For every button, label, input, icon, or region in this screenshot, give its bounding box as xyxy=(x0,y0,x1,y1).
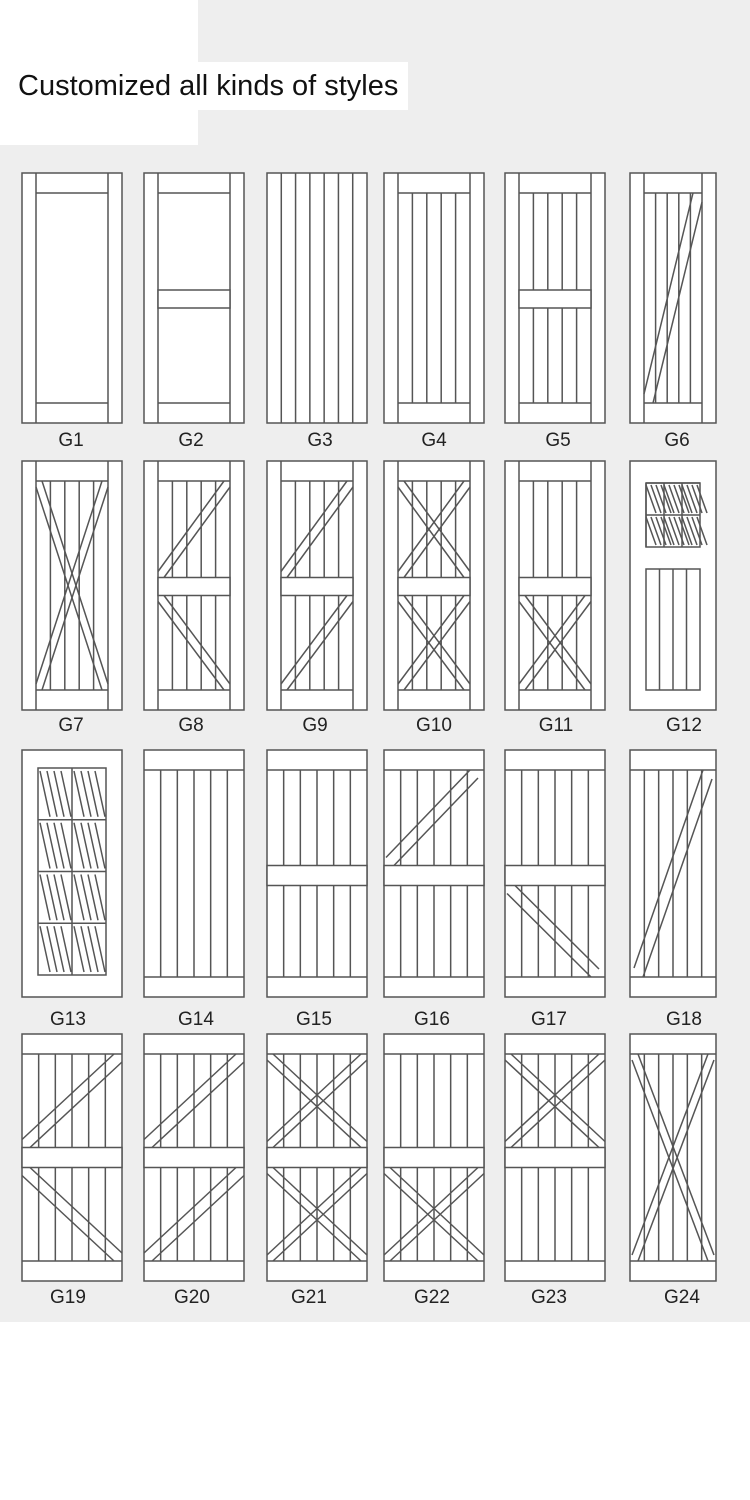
door-label: G3 xyxy=(307,430,333,451)
door-part xyxy=(158,290,230,308)
door-g8 xyxy=(144,461,244,710)
door-part xyxy=(519,578,591,596)
door-label: G20 xyxy=(174,1287,210,1308)
door-part xyxy=(519,290,591,308)
door-part xyxy=(384,1148,484,1168)
door-g1 xyxy=(22,173,122,423)
door-g17 xyxy=(505,750,605,997)
door-label: G5 xyxy=(545,430,571,451)
door-g23 xyxy=(505,1034,605,1281)
door-label: G16 xyxy=(414,1009,450,1030)
door-label: G1 xyxy=(58,430,84,451)
door-g4 xyxy=(384,173,484,423)
door-g13 xyxy=(22,750,122,997)
door-label: G21 xyxy=(291,1287,327,1308)
door-g10 xyxy=(384,461,484,710)
door-g15 xyxy=(267,750,367,997)
door-g9 xyxy=(267,461,367,710)
door-label: G22 xyxy=(414,1287,450,1308)
door-label: G18 xyxy=(666,1009,702,1030)
door-g16 xyxy=(384,750,484,997)
door-part xyxy=(505,866,605,886)
door-part xyxy=(22,1148,122,1168)
door-label: G15 xyxy=(296,1009,332,1030)
door-g12 xyxy=(630,461,716,710)
door-part xyxy=(505,1148,605,1168)
door-part xyxy=(22,173,122,423)
door-label: G4 xyxy=(421,430,447,451)
door-label: G19 xyxy=(50,1287,86,1308)
door-part xyxy=(398,578,470,596)
door-part xyxy=(267,1148,367,1168)
door-label: G6 xyxy=(664,430,690,451)
door-g19 xyxy=(22,1034,122,1281)
door-part xyxy=(144,1148,244,1168)
door-part xyxy=(267,866,367,886)
door-label: G17 xyxy=(531,1009,567,1030)
door-label: G7 xyxy=(58,715,84,736)
door-g2 xyxy=(144,173,244,423)
door-g11 xyxy=(505,461,605,710)
door-part xyxy=(630,173,716,423)
door-g18 xyxy=(630,750,716,997)
door-label: G9 xyxy=(302,715,328,736)
door-label: G12 xyxy=(666,715,702,736)
door-g21 xyxy=(267,1034,367,1281)
door-g22 xyxy=(384,1034,484,1281)
door-label: G2 xyxy=(178,430,204,451)
door-g5 xyxy=(505,173,605,423)
door-g14 xyxy=(144,750,244,997)
door-g6 xyxy=(630,173,716,423)
door-part xyxy=(22,461,122,710)
door-label: G8 xyxy=(178,715,204,736)
door-part xyxy=(158,578,230,596)
door-part xyxy=(384,173,484,423)
door-g7 xyxy=(22,461,122,710)
door-label: G13 xyxy=(50,1009,86,1030)
door-g3 xyxy=(267,173,367,423)
page-title: Customized all kinds of styles xyxy=(18,62,408,110)
door-g24 xyxy=(630,1034,716,1281)
door-part xyxy=(281,578,353,596)
door-label: G10 xyxy=(416,715,452,736)
door-label: G11 xyxy=(538,715,574,736)
door-label: G23 xyxy=(531,1287,567,1308)
door-g20 xyxy=(144,1034,244,1281)
door-label: G24 xyxy=(664,1287,700,1308)
door-label: G14 xyxy=(178,1009,214,1030)
door-part xyxy=(384,866,484,886)
